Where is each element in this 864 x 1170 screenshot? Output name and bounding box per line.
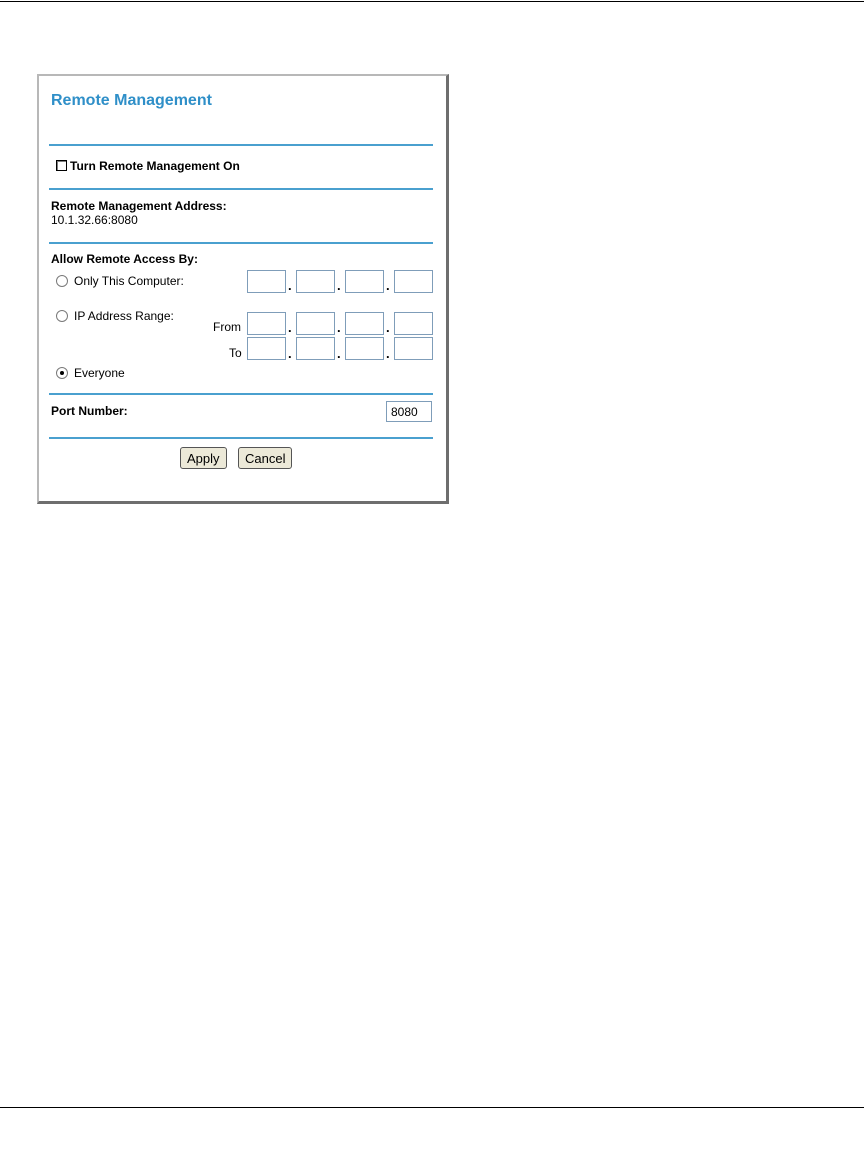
range-to-octet-3[interactable]	[345, 337, 384, 360]
only-this-computer-radio[interactable]	[56, 275, 68, 287]
octet-dot: .	[337, 346, 341, 361]
range-from-octet-4[interactable]	[394, 312, 433, 335]
octet-dot: .	[288, 320, 292, 335]
separator	[49, 144, 433, 146]
turn-on-label: Turn Remote Management On	[70, 159, 240, 173]
page-bottom-rule	[0, 1107, 864, 1108]
octet-dot: .	[288, 278, 292, 293]
separator	[49, 242, 433, 244]
port-label: Port Number:	[51, 404, 128, 418]
octet-dot: .	[337, 278, 341, 293]
separator	[49, 393, 433, 395]
only-this-octet-4[interactable]	[394, 270, 433, 293]
range-to-octet-2[interactable]	[296, 337, 335, 360]
range-to-octet-4[interactable]	[394, 337, 433, 360]
range-to-octet-1[interactable]	[247, 337, 286, 360]
apply-button[interactable]: Apply	[180, 447, 227, 469]
octet-dot: .	[386, 278, 390, 293]
only-this-octet-3[interactable]	[345, 270, 384, 293]
turn-on-checkbox[interactable]	[56, 160, 67, 171]
everyone-radio[interactable]	[56, 367, 68, 379]
everyone-label: Everyone	[74, 366, 125, 380]
octet-dot: .	[337, 320, 341, 335]
panel-title: Remote Management	[51, 92, 212, 109]
octet-dot: .	[386, 320, 390, 335]
cancel-button[interactable]: Cancel	[238, 447, 292, 469]
address-value: 10.1.32.66:8080	[51, 213, 138, 227]
range-from-octet-1[interactable]	[247, 312, 286, 335]
only-this-octet-2[interactable]	[296, 270, 335, 293]
to-label: To	[229, 346, 242, 360]
octet-dot: .	[386, 346, 390, 361]
only-this-octet-1[interactable]	[247, 270, 286, 293]
access-label: Allow Remote Access By:	[51, 252, 198, 266]
only-this-computer-label: Only This Computer:	[74, 274, 184, 288]
from-label: From	[213, 320, 241, 334]
address-label: Remote Management Address:	[51, 199, 227, 213]
page-top-rule	[0, 1, 864, 2]
remote-management-panel	[37, 74, 449, 504]
range-from-octet-2[interactable]	[296, 312, 335, 335]
separator	[49, 188, 433, 190]
range-from-octet-3[interactable]	[345, 312, 384, 335]
ip-range-label: IP Address Range:	[74, 309, 174, 323]
ip-range-radio[interactable]	[56, 310, 68, 322]
port-number-input[interactable]	[386, 401, 432, 422]
octet-dot: .	[288, 346, 292, 361]
separator	[49, 437, 433, 439]
